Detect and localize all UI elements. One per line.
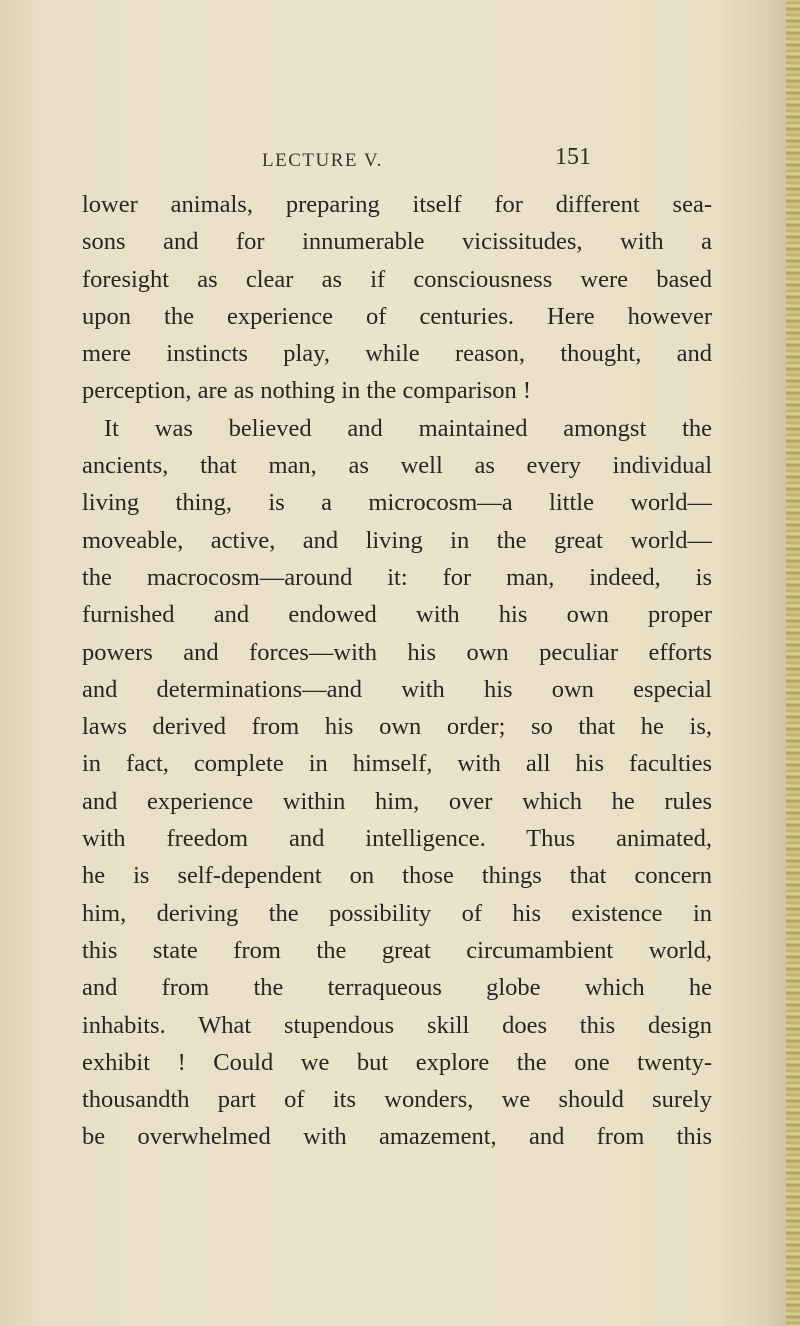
text-line: living thing, is a microcosm—a little world— [82, 489, 712, 517]
text-line: laws derived from his own order; so that he is, [82, 713, 712, 741]
text-line: with freedom and intelligence. Thus animated, [82, 825, 712, 853]
page-header [0, 144, 800, 174]
text-line: he is self-dependent on those things that concern [82, 862, 712, 890]
text-line: It was believed and maintained amongst the [104, 414, 712, 442]
text-line: powers and forces—with his own peculiar efforts [82, 638, 712, 666]
body-text [82, 186, 712, 1156]
text-line: lower animals, preparing itself for different sea- [82, 191, 712, 218]
text-line: foresight as clear as if consciousness were based [82, 265, 712, 293]
text-line: upon the experience of centuries. Here however [82, 302, 712, 330]
text-line: in fact, complete in himself, with all his faculties [82, 750, 712, 778]
text-line: perception, are as nothing in the comparison ! [82, 377, 532, 405]
text-line: him, deriving the possibility of his existence in [82, 899, 712, 927]
text-line: be overwhelmed with amazement, and from this [82, 1123, 712, 1151]
text-line: mere instincts play, while reason, thought, and [82, 340, 712, 368]
text-line: sons and for innumerable vicissitudes, with a [82, 228, 712, 256]
text-line: the macrocosm—around it: for man, indeed, is [82, 563, 712, 591]
text-line: and determinations—and with his own especial [82, 675, 712, 703]
text-line: and from the terraqueous globe which he [82, 974, 712, 1002]
text-line: exhibit ! Could we but explore the one twenty- [82, 1048, 712, 1076]
text-line: furnished and endowed with his own proper [82, 601, 712, 629]
page-edge [786, 0, 800, 1326]
text-line: thousandth part of its wonders, we should surely [82, 1086, 712, 1114]
text-line: moveable, active, and living in the great world— [82, 526, 712, 554]
running-head: LECTURE V. [262, 150, 383, 171]
page-number: 151 [555, 144, 591, 170]
text-line: and experience within him, over which he rules [82, 787, 712, 815]
text-line: this state from the great circumambient world, [82, 936, 712, 964]
text-line: ancients, that man, as well as every individual [82, 452, 712, 480]
text-line: inhabits. What stupendous skill does this design [82, 1011, 712, 1039]
